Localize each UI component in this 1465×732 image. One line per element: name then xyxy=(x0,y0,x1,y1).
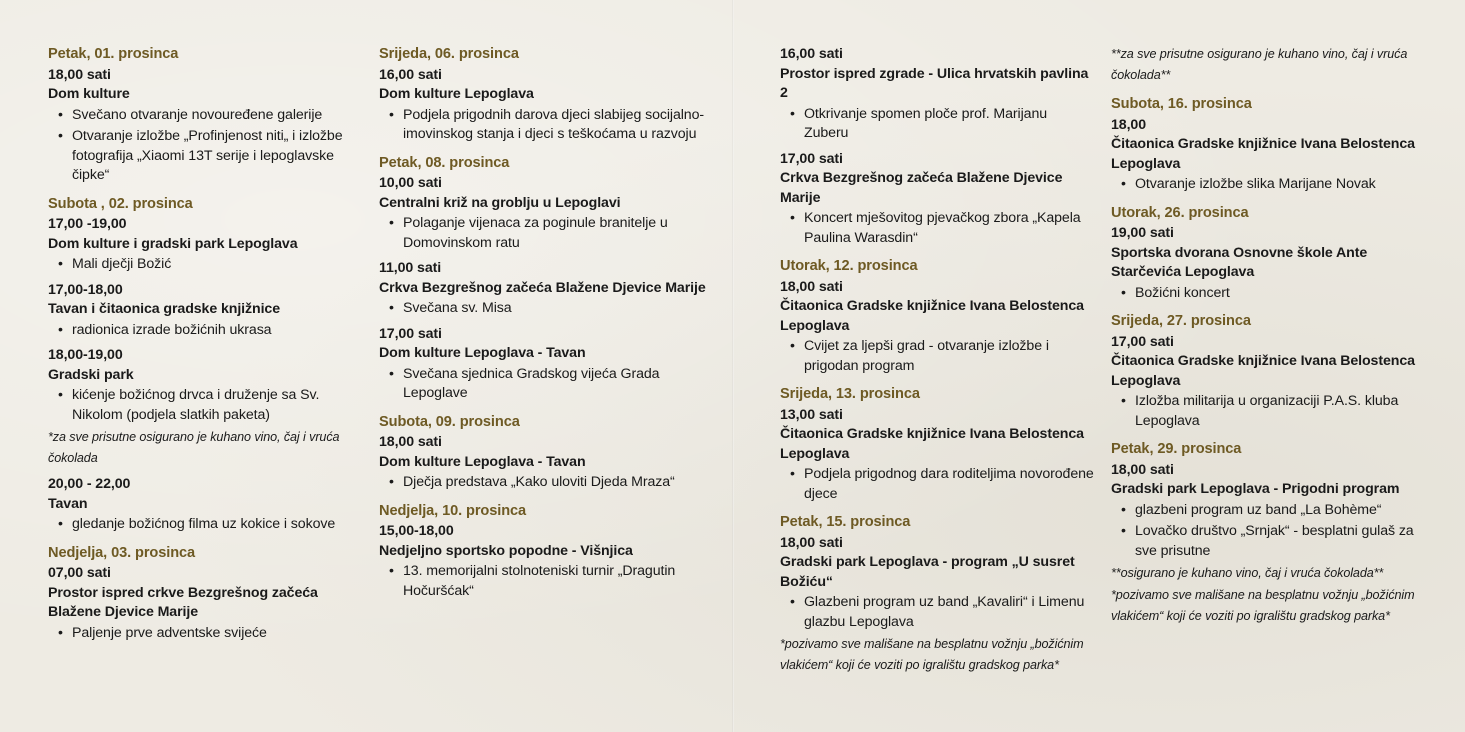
event-venue: Tavan xyxy=(48,495,88,512)
event-venue: Tavan i čitaonica gradske knjižnice xyxy=(48,301,280,317)
event-note: *pozivamo sve mališane na besplatnu vožnju „božićnim vlakićem“ koji će voziti po igralištu gradskog parka* xyxy=(780,637,1084,672)
event-time: 17,00 -19,00 xyxy=(48,216,127,232)
event-date-heading: Utorak, 26. prosinca xyxy=(1111,204,1249,221)
event-date-heading: Nedjelja, 10. prosinca xyxy=(379,502,527,519)
event-time: 17,00-18,00 xyxy=(48,281,123,298)
event-item: • Glazbeni program uz band „Kavaliri“ i Limenu glazbu Lepoglava xyxy=(804,593,1095,632)
event-item-list xyxy=(48,624,353,644)
event-item: • Izložba militarija u organizaciji P.A.S. kluba Lepoglava xyxy=(1135,392,1431,431)
event-time: 18,00 xyxy=(1111,116,1147,133)
event-note: *pozivamo sve mališane na besplatnu vožnju „božićnim vlakićem“ koji će voziti po igralištu gradskog parka* xyxy=(1111,588,1415,623)
event-item: • Cvijet za ljepši grad - otvaranje izložbe i prigodan program xyxy=(804,337,1095,376)
event-venue: Dom kulture i gradski park Lepoglava xyxy=(48,235,298,252)
column-3 xyxy=(780,45,1095,676)
event-venue: Dom kulture Lepoglava - Tavan xyxy=(379,453,586,470)
event-item-list xyxy=(48,255,353,275)
column-4 xyxy=(1111,44,1431,627)
event-item: • Paljenje prve adventske svijeće xyxy=(72,624,353,644)
event-venue: Čitaonica Gradske knjižnice Ivana Belostenca Lepoglava xyxy=(780,298,1084,334)
event-venue: Centralni križ na groblju u Lepoglavi xyxy=(379,194,621,211)
event-item-list xyxy=(48,106,353,186)
event-venue: Čitaonica Gradske knjižnice Ivana Belostenca Lepoglava xyxy=(1111,353,1415,389)
event-item-list xyxy=(48,386,353,425)
event-venue: Dom kulture xyxy=(48,86,130,102)
event-item-list xyxy=(379,299,709,319)
event-venue: Gradski park xyxy=(48,366,134,383)
event-time: 17,00 sati xyxy=(379,325,442,342)
event-venue: Crkva Bezgrešnog začeća Blažene Djevice Marije xyxy=(780,170,1063,206)
event-item-list xyxy=(1111,501,1431,562)
event-venue: Gradski park Lepoglava - Prigodni program xyxy=(1111,481,1400,497)
event-venue: Dom kulture Lepoglava - Tavan xyxy=(379,345,586,361)
event-date-heading: Nedjelja, 03. prosinca xyxy=(48,544,196,561)
event-item-list xyxy=(780,337,1095,376)
event-time: 20,00 - 22,00 xyxy=(48,476,131,492)
page-fold xyxy=(732,0,734,732)
event-item: • kićenje božićnog drvca i druženje sa Sv. Nikolom (podjela slatkih paketa) xyxy=(72,386,353,425)
event-item: • Dječja predstava „Kako uloviti Djeda Mraza“ xyxy=(403,473,709,493)
event-item: • Mali dječji Božić xyxy=(72,255,353,275)
event-item: • 13. memorijalni stolnoteniski turnir „Dragutin Hočuršćak“ xyxy=(403,562,709,601)
column-2 xyxy=(379,45,709,603)
event-item-list xyxy=(1111,284,1431,304)
event-item: • Lovačko društvo „Srnjak“ - besplatni gulaš za sve prisutne xyxy=(1135,522,1431,561)
event-note: **za sve prisutne osigurano je kuhano vino, čaj i vruća čokolada** xyxy=(1111,47,1408,82)
event-item: • Svečana sv. Misa xyxy=(403,299,709,319)
event-item: • Podjela prigodnih darova djeci slabijeg socijalno-imovinskog stanja i djeci s teškoćama u razvoju xyxy=(403,106,709,145)
event-time: 13,00 sati xyxy=(780,406,843,423)
event-item-list xyxy=(780,593,1095,632)
event-item-list xyxy=(379,562,709,601)
event-item: • Otkrivanje spomen ploče prof. Marijanu Zuberu xyxy=(804,105,1095,144)
event-time: 17,00 sati xyxy=(1111,333,1174,350)
event-date-heading: Srijeda, 27. prosinca xyxy=(1111,313,1251,329)
event-item-list xyxy=(48,515,353,535)
event-venue: Prostor ispred zgrade - Ulica hrvatskih pavlina 2 xyxy=(780,65,1089,101)
event-date-heading: Utorak, 12. prosinca xyxy=(780,258,918,274)
event-date-heading: Srijeda, 13. prosinca xyxy=(780,386,920,402)
event-item-list xyxy=(780,105,1095,144)
event-time: 18,00 sati xyxy=(48,66,111,83)
event-time: 18,00 sati xyxy=(1111,461,1174,478)
event-date-heading: Petak, 15. prosinca xyxy=(780,514,911,530)
event-item: • glazbeni program uz band „La Bohème“ xyxy=(1135,501,1431,521)
event-time: 18,00 sati xyxy=(780,278,843,295)
event-date-heading: Srijeda, 06. prosinca xyxy=(379,46,519,62)
event-venue: Nedjeljno sportsko popodne - Višnjica xyxy=(379,542,633,559)
column-1 xyxy=(48,45,353,645)
event-item-list xyxy=(780,465,1095,504)
event-item: • Svečana sjednica Gradskog vijeća Grada Lepoglave xyxy=(403,365,709,404)
event-time: 19,00 sati xyxy=(1111,225,1174,241)
event-venue: Sportska dvorana Osnovne škole Ante Starčevića Lepoglava xyxy=(1111,244,1368,280)
event-item-list xyxy=(379,214,709,253)
event-note: *za sve prisutne osigurano je kuhano vino, čaj i vruća čokolada xyxy=(48,430,340,465)
event-item: • Svečano otvaranje novouređene galerije xyxy=(72,106,353,126)
event-date-heading: Petak, 01. prosinca xyxy=(48,46,179,62)
event-venue: Dom kulture Lepoglava xyxy=(379,86,534,102)
event-date-heading: Subota, 16. prosinca xyxy=(1111,96,1252,112)
event-time: 16,00 sati xyxy=(379,66,442,83)
event-item-list xyxy=(379,473,709,493)
event-time: 10,00 sati xyxy=(379,175,442,191)
event-venue: Crkva Bezgrešnog začeća Blažene Djevice Marije xyxy=(379,279,706,296)
event-item-list xyxy=(1111,392,1431,431)
event-item-list xyxy=(780,209,1095,248)
event-item: • Polaganje vijenaca za poginule branitelje u Domovinskom ratu xyxy=(403,214,709,253)
event-item: • Podjela prigodnog dara roditeljima novorođene djece xyxy=(804,465,1095,504)
event-time: 16,00 sati xyxy=(780,46,843,62)
event-venue: Čitaonica Gradske knjižnice Ivana Belostenca Lepoglava xyxy=(780,426,1084,462)
event-time: 18,00 sati xyxy=(780,534,843,551)
event-note: **osigurano je kuhano vino, čaj i vruća čokolada** xyxy=(1111,566,1384,580)
event-item-list xyxy=(48,321,353,341)
event-time: 17,00 sati xyxy=(780,150,843,167)
event-item: • radionica izrade božićnih ukrasa xyxy=(72,321,353,341)
event-time: 15,00-18,00 xyxy=(379,523,454,539)
event-item: • gledanje božićnog filma uz kokice i sokove xyxy=(72,515,353,535)
event-date-heading: Subota, 09. prosinca xyxy=(379,413,520,430)
event-date-heading: Petak, 29. prosinca xyxy=(1111,441,1242,457)
event-venue: Čitaonica Gradske knjižnice Ivana Belostenca Lepoglava xyxy=(1111,136,1415,172)
event-item: • Koncert mješovitog pjevačkog zbora „Kapela Paulina Warasdin“ xyxy=(804,209,1095,248)
event-item-list xyxy=(379,365,709,404)
event-date-heading: Subota , 02. prosinca xyxy=(48,195,193,212)
event-item-list xyxy=(379,106,709,145)
event-item-list xyxy=(1111,175,1431,195)
event-time: 11,00 sati xyxy=(379,260,442,276)
event-time: 18,00 sati xyxy=(379,434,442,450)
event-item: • Božićni koncert xyxy=(1135,284,1431,304)
event-item: • Otvaranje izložbe „Profinjenost niti„ i izložbe fotografija „Xiaomi 13T serije i lepoglavske čipke“ xyxy=(72,127,353,186)
event-venue: Prostor ispred crkve Bezgrešnog začeća Blažene Djevice Marije xyxy=(48,584,318,620)
event-item: • Otvaranje izložbe slika Marijane Novak xyxy=(1135,175,1431,195)
event-time: 07,00 sati xyxy=(48,565,111,581)
event-time: 18,00-19,00 xyxy=(48,347,123,363)
event-date-heading: Petak, 08. prosinca xyxy=(379,154,510,171)
event-venue: Gradski park Lepoglava - program „U susret Božiću“ xyxy=(780,554,1075,590)
